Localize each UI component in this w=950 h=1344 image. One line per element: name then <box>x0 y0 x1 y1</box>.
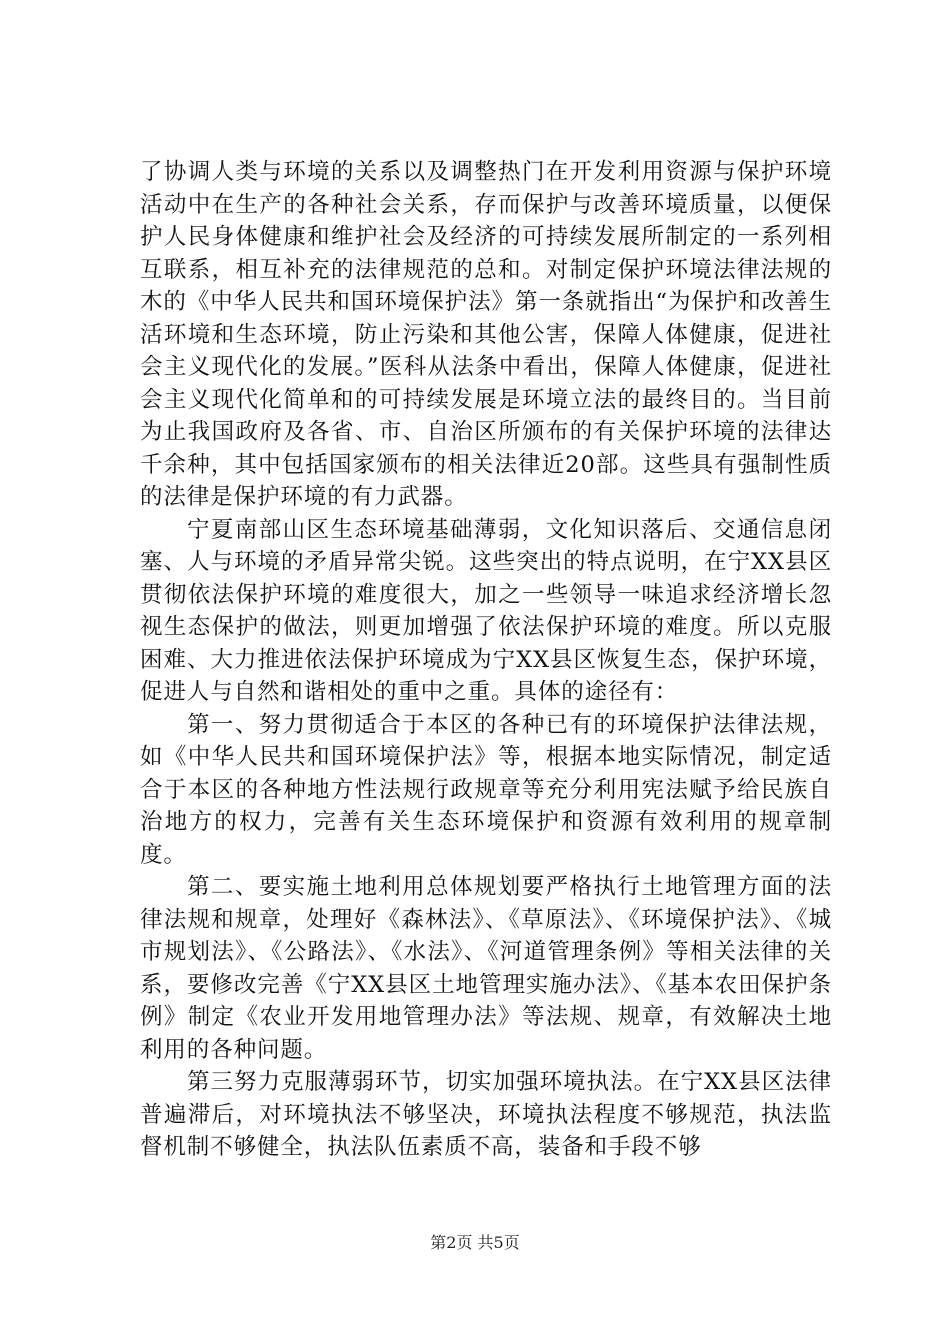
paragraph-1: 了协调人类与环境的关系以及调整热门在开发利用资源与保护环境活动中在生产的各种社会关系，存而保护与改善环境质量，以便保护人民身体健康和维护社会及经济的可持续发展所制定的一系列相互联系，相互补充的法律规范的总和。对制定保护环境法律法规的木的《中华人民共和国环境保护法》第一条就指出“为保护和改善生活环境和生态环境，防止污染和其他公害，保障人体健康，促进社会主义现代化的发展。”医科从法条中看出，保障人体健康，促进社会主义现代化简单和的可持续发展是环境立法的最终目的。当目前为止我国政府及各省、市、自治区所颁布的有关保护环境的法律达千余种，其中包括国家颁布的相关法律近20部。这些具有强制性质的法律是保护环境的有力武器。 <box>140 159 832 510</box>
document-body <box>140 156 832 1164</box>
paragraph-4: 第二、要实施土地利用总体规划要严格执行土地管理方面的法律法规和规章，处理好《森林法》、《草原法》、《环境保护法》、《城市规划法》、《公路法》、《水法》、《河道管理条例》等相关法律的关系，要修改完善《宁XX县区土地管理实施办法》、《基本农田保护条例》制定《农业开发用地管理办法》等法规、规章，有效解决土地利用的各种问题。 <box>140 874 832 1063</box>
paragraph-5: 第三努力克服薄弱环节，切实加强环境执法。在宁XX县区法律普遍滞后，对环境执法不够坚决，环境执法程度不够规范，执法监督机制不够健全，执法队伍素质不高，装备和手段不够 <box>140 1069 832 1160</box>
paragraph-2: 宁夏南部山区生态环境基础薄弱，文化知识落后、交通信息闭塞、人与环境的矛盾异常尖锐。这些突出的特点说明，在宁XX县区贯彻依法保护环境的难度很大，加之一些领导一味追求经济增长忽视生态保护的做法，则更加增强了依法保护环境的难度。所以克服困难、大力推进依法保护环境成为宁XX县区恢复生态，保护环境，促进人与自然和谐相处的重中之重。具体的途径有： <box>140 516 832 705</box>
page-number-footer: 第2页 共5页 <box>430 1233 520 1252</box>
paragraph-3: 第一、努力贯彻适合于本区的各种已有的环境保护法律法规，如《中华人民共和国环境保护法》等，根据本地实际情况，制定适合于本区的各种地方性法规行政规章等充分利用宪法赋予给民族自治地方的权力，完善有关生态环境保护和资源有效利用的规章制度。 <box>140 711 832 868</box>
